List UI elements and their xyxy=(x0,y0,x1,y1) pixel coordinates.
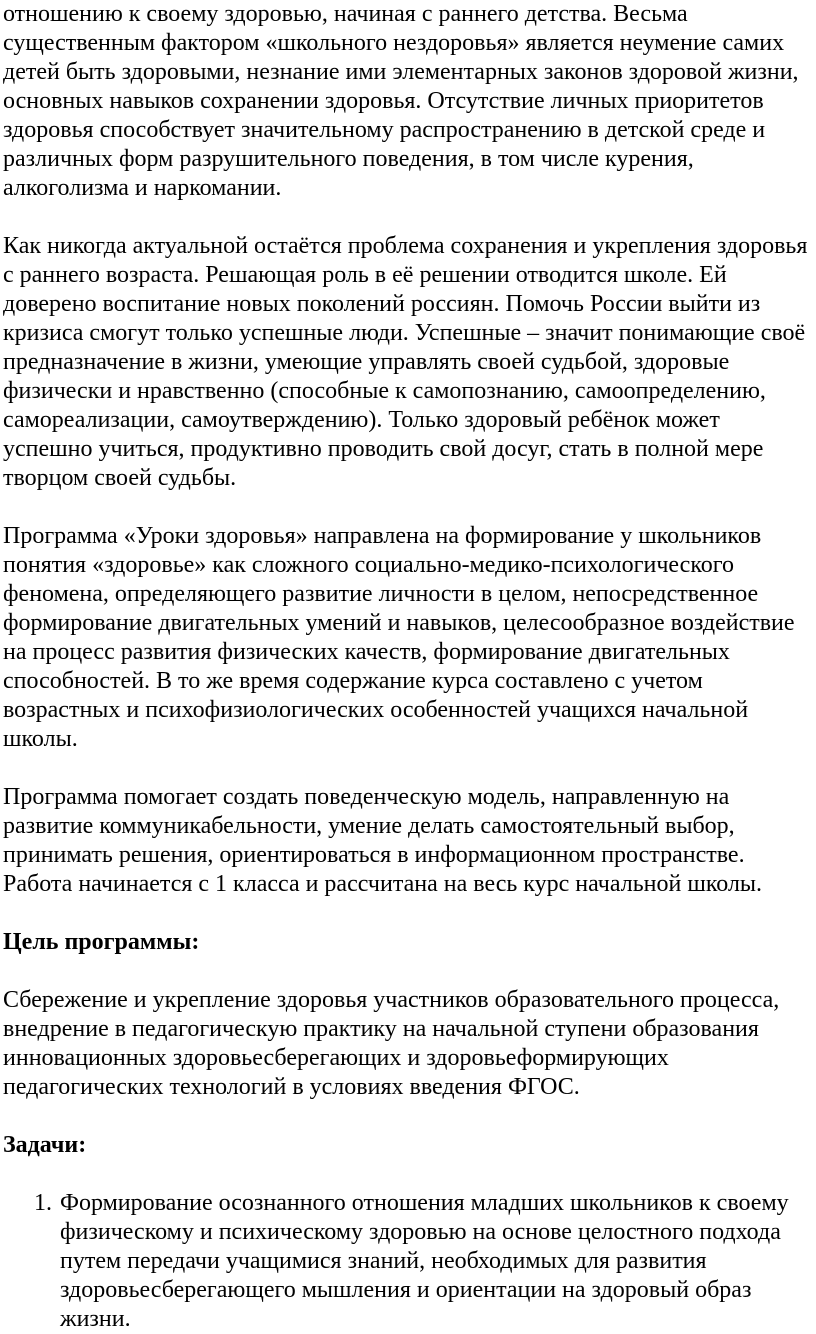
list-item-text: Формирование осознанного отношения младших школьников к своему физическому и психическому здоровью на основе целостного подхода путем передачи учащимися знаний, необходимых для развития здоровьесберегающего мышления и ориентации на здоровый образ жизни. xyxy=(60,1190,789,1332)
list-item-number: 1. xyxy=(34,1190,52,1216)
list-item xyxy=(3,1189,810,1334)
goal-text: Сбережение и укрепление здоровья участников образовательного процесса, внедрение в педагогическую практику на начальной ступени образования инновационных здоровьесберегающих и здоровьеформирующих педагогических технологий в условиях введения ФГОС. xyxy=(3,987,780,1100)
paragraph-behavior-model: Программа помогает создать поведенческую модель, направленную на развитие коммуникабельности, умение делать самостоятельный выбор, принимать решения, ориентироваться в информационном пространстве. Работа начинается с 1 класса и рассчитана на весь курс начальной школы. xyxy=(3,784,763,897)
paragraph-school-health-factors: отношению к своему здоровью, начиная с раннего детства. Весьма существенным фактором «школьного нездоровья» является неумение самих детей быть здоровыми, незнание ими элементарных законов здоровой жизни, основных навыков сохранении здоровья. Отсутствие личных приоритетов здоровья способствует значительному распространению в детской среде и различных форм разрушительного поведения, в том числе курения, алкоголизма и наркомании. xyxy=(3,1,799,201)
paragraph-program-description: Программа «Уроки здоровья» направлена на формирование у школьников понятия «здоровье» как сложного социально-медико-психологического феномена, определяющего развитие личности в целом, непосредственное формирование двигательных умений и навыков, целесообразное воздействие на процесс развития физических качеств, формирование двигательных способностей. В то же время содержание курса составлено с учетом возрастных и психофизиологических особенностей учащихся начальной школы. xyxy=(3,523,795,752)
tasks-list xyxy=(3,1189,810,1334)
tasks-heading: Задачи: xyxy=(3,1132,87,1158)
paragraph-health-preservation-problem: Как никогда актуальной остаётся проблема сохранения и укрепления здоровья с раннего возраста. Решающая роль в её решении отводится школе. Ей доверено воспитание новых поколений россиян. Помочь России выйти из кризиса смогут только успешные люди. Успешные – значит понимающие своё предназначение в жизни, умеющие управлять своей судьбой, здоровые физически и нравственно (способные к самопознанию, самоопределению, самореализации, самоутверждению). Только здоровый ребёнок может успешно учиться, продуктивно проводить свой досуг, стать в полной мере творцом своей судьбы. xyxy=(3,233,808,491)
goal-heading: Цель программы: xyxy=(3,929,200,955)
